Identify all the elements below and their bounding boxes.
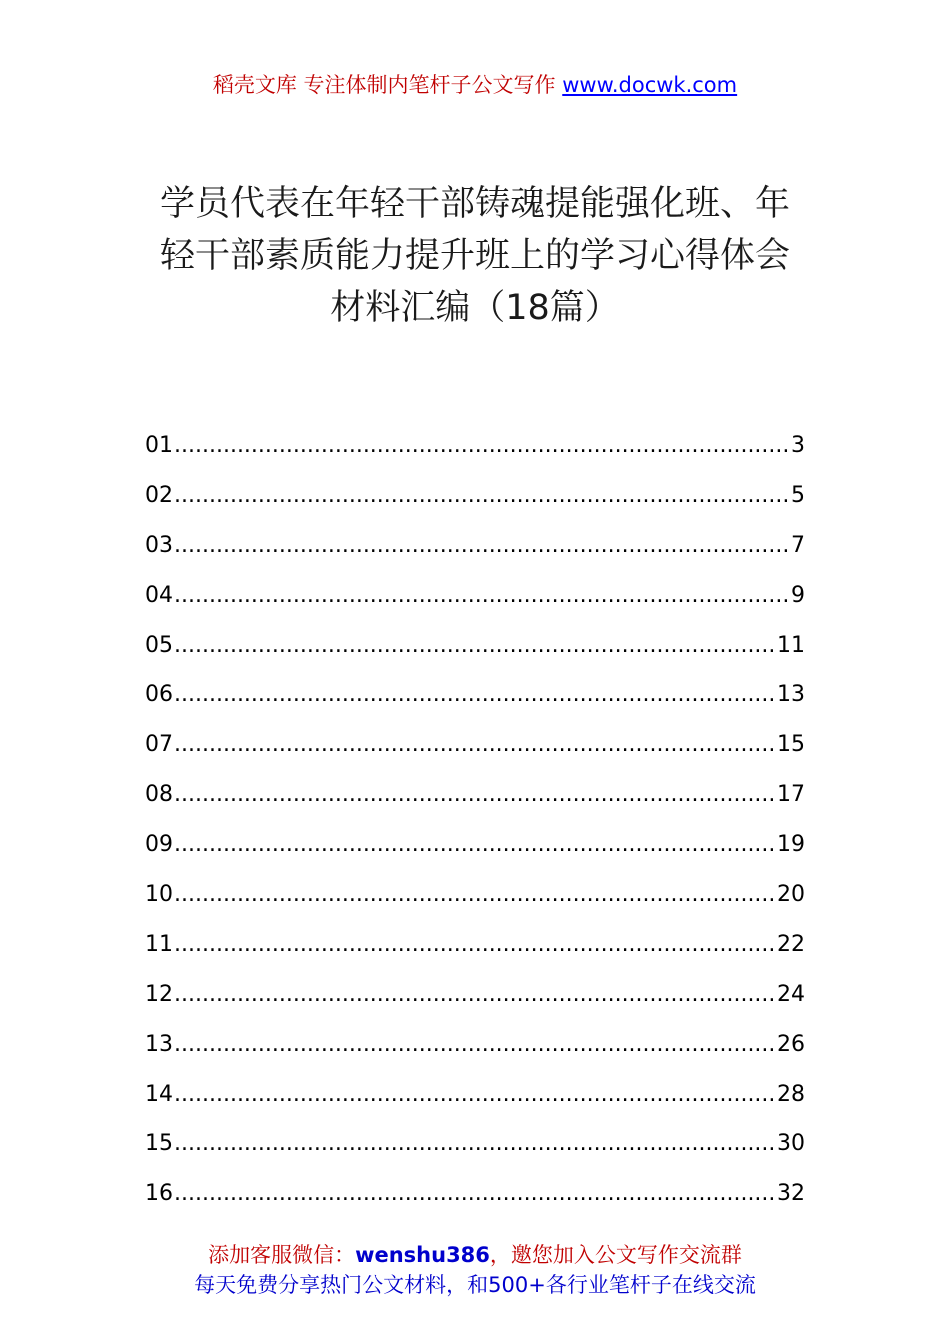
toc-dot-leader	[174, 578, 790, 614]
toc-dot-leader	[174, 1077, 776, 1113]
toc-entry[interactable]	[145, 927, 805, 977]
toc-entry[interactable]	[145, 1126, 805, 1176]
toc-entry-number: 14	[145, 1081, 173, 1107]
toc-entry[interactable]	[145, 528, 805, 578]
toc-entry-page: 5	[791, 482, 805, 508]
toc-entry[interactable]	[145, 827, 805, 877]
toc-dot-leader	[174, 877, 776, 913]
toc-entry-page: 24	[777, 981, 805, 1007]
title-line-3: 材料汇编（18篇）	[330, 288, 620, 328]
toc-entry-number: 02	[145, 482, 173, 508]
toc-entry-page: 15	[777, 732, 805, 758]
toc-entry[interactable]	[145, 628, 805, 678]
toc-entry-page: 13	[777, 682, 805, 708]
toc-entry[interactable]	[145, 777, 805, 827]
toc-entry-page: 7	[791, 532, 805, 558]
toc-dot-leader	[174, 727, 776, 763]
toc-entry[interactable]	[145, 478, 805, 528]
toc-dot-leader	[174, 827, 776, 863]
toc-entry[interactable]	[145, 1077, 805, 1127]
toc-entry[interactable]	[145, 1176, 805, 1226]
toc-entry-page: 22	[777, 931, 805, 957]
toc-entry-page: 17	[777, 782, 805, 808]
toc-entry-page: 28	[777, 1081, 805, 1107]
toc-entry-page: 9	[791, 582, 805, 608]
toc-dot-leader	[174, 1027, 776, 1063]
toc-entry-number: 10	[145, 882, 173, 908]
header-website-link[interactable]: www.docwk.com	[562, 73, 738, 97]
toc-dot-leader	[174, 428, 790, 464]
toc-entry-number: 09	[145, 832, 173, 858]
toc-entry[interactable]	[145, 578, 805, 628]
toc-entry-page: 30	[777, 1131, 805, 1157]
toc-dot-leader	[174, 777, 776, 813]
toc-entry-page: 26	[777, 1031, 805, 1057]
header-brand-text: 稻壳文库 专注体制内笔杆子公文写作	[212, 73, 556, 97]
toc-entry-number: 16	[145, 1181, 173, 1207]
toc-entry-page: 19	[777, 832, 805, 858]
toc-entry[interactable]	[145, 677, 805, 727]
table-of-contents	[145, 428, 805, 1226]
page-footer	[0, 1240, 950, 1300]
toc-entry-number: 03	[145, 532, 173, 558]
toc-entry[interactable]	[145, 428, 805, 478]
toc-dot-leader	[174, 1176, 776, 1212]
title-line-2: 轻干部素质能力提升班上的学习心得体会	[159, 236, 790, 276]
title-line-1: 学员代表在年轻干部铸魂提能强化班、年	[159, 184, 790, 224]
toc-entry-page: 11	[777, 632, 805, 658]
footer-wechat-suffix: ，邀您加入公文写作交流群	[489, 1243, 742, 1267]
toc-entry[interactable]	[145, 877, 805, 927]
toc-dot-leader	[174, 1126, 776, 1162]
footer-wechat-prefix: 添加客服微信：	[208, 1243, 356, 1267]
footer-promo-line: 每天免费分享热门公文材料，和500+各行业笔杆子在线交流	[194, 1273, 756, 1297]
toc-dot-leader	[174, 977, 776, 1013]
toc-entry-number: 07	[145, 732, 173, 758]
toc-entry-number: 13	[145, 1031, 173, 1057]
toc-entry-number: 11	[145, 931, 173, 957]
toc-entry-number: 06	[145, 682, 173, 708]
footer-wechat-id: wenshu386	[355, 1243, 490, 1267]
toc-entry-page: 3	[791, 433, 805, 458]
toc-entry-number: 08	[145, 782, 173, 808]
toc-entry[interactable]	[145, 977, 805, 1027]
toc-entry-number: 04	[145, 582, 173, 608]
toc-dot-leader	[174, 528, 790, 564]
toc-dot-leader	[174, 927, 776, 963]
toc-entry[interactable]	[145, 727, 805, 777]
toc-entry[interactable]	[145, 1027, 805, 1077]
page-header	[0, 70, 950, 100]
toc-entry-number: 05	[145, 632, 173, 658]
toc-entry-number: 12	[145, 981, 173, 1007]
toc-dot-leader	[174, 478, 790, 514]
toc-entry-page: 32	[777, 1181, 805, 1207]
document-title	[100, 178, 850, 334]
toc-dot-leader	[174, 677, 776, 713]
toc-dot-leader	[174, 628, 776, 664]
toc-entry-page: 20	[777, 882, 805, 908]
toc-entry-number: 01	[145, 433, 173, 458]
toc-entry-number: 15	[145, 1131, 173, 1157]
footer-wechat-line	[0, 1240, 950, 1270]
